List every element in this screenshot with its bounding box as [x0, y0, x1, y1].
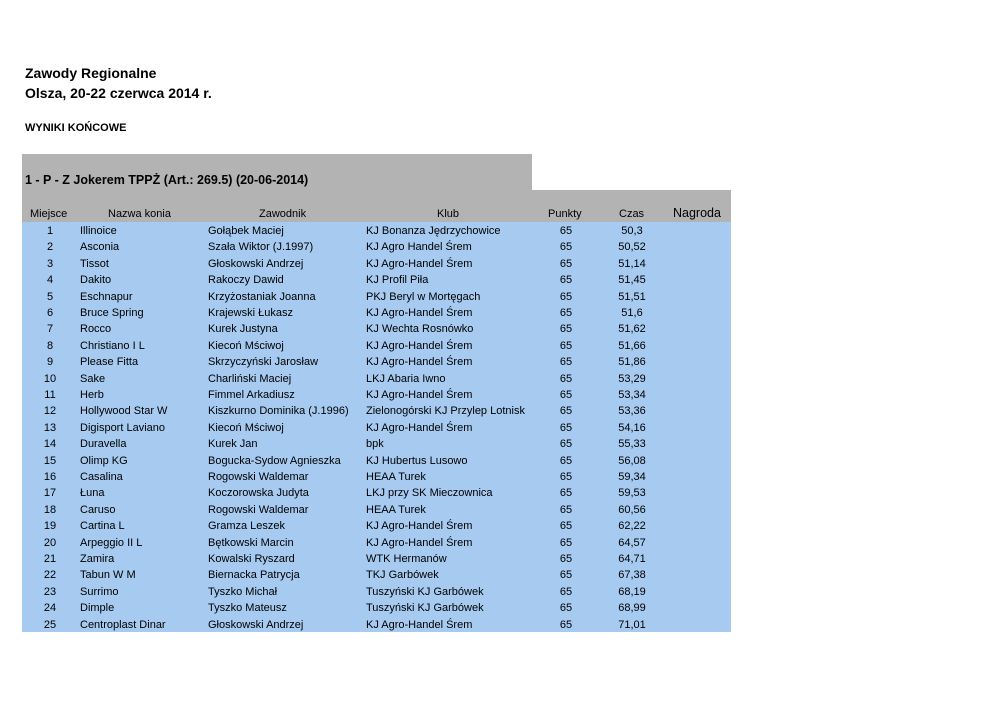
rider-name-cell: Bętkowski Marcin — [208, 536, 294, 549]
horse-name-cell: Centroplast Dinar — [80, 618, 166, 631]
table-row — [22, 469, 731, 485]
club-cell: KJ Agro-Handel Śrem — [366, 536, 473, 549]
club-cell: KJ Agro-Handel Śrem — [366, 356, 473, 369]
time-cell: 51,6 — [621, 307, 643, 319]
horse-name-cell: Hollywood Star W — [80, 405, 168, 418]
time-cell: 51,62 — [618, 323, 646, 336]
table-row — [22, 420, 731, 436]
points-cell: 65 — [559, 372, 573, 385]
place-cell: 1 — [46, 225, 54, 237]
horse-name-cell: Sake — [80, 372, 106, 385]
place-cell: 23 — [43, 585, 57, 598]
rider-name-cell: Krajewski Łukasz — [208, 307, 293, 319]
place-cell: 19 — [43, 520, 57, 533]
time-cell: 53,34 — [618, 389, 646, 401]
club-cell: LKJ Abaria Iwno — [366, 372, 446, 385]
col-header-club: Klub — [437, 208, 460, 220]
table-row — [22, 584, 731, 600]
points-cell: 65 — [559, 274, 573, 287]
points-cell: 65 — [559, 553, 573, 565]
points-cell: 65 — [559, 585, 573, 598]
horse-name-cell: Casalina — [80, 471, 123, 483]
points-cell: 65 — [559, 389, 573, 401]
rider-name-cell: Gołąbek Maciej — [208, 225, 284, 237]
rider-name-cell: Rogowski Waldemar — [208, 503, 309, 516]
table-row — [22, 338, 731, 354]
points-cell: 65 — [559, 257, 573, 270]
time-cell: 64,57 — [618, 536, 646, 549]
points-cell: 65 — [559, 307, 573, 319]
club-cell: Tuszyński KJ Garbówek — [366, 602, 484, 615]
table-row — [22, 403, 731, 419]
horse-name-cell: Tissot — [80, 257, 109, 270]
points-cell: 65 — [559, 323, 573, 336]
place-cell: 24 — [43, 602, 57, 615]
club-cell: LKJ przy SK Mieczownica — [366, 487, 493, 500]
place-cell: 20 — [43, 536, 57, 549]
points-cell: 65 — [559, 602, 573, 615]
time-cell: 50,3 — [621, 225, 643, 237]
col-header-horse: Nazwa konia — [108, 208, 171, 220]
horse-name-cell: Digisport Laviano — [80, 421, 165, 434]
club-cell: TKJ Garbówek — [366, 569, 439, 582]
time-cell: 51,66 — [618, 339, 646, 352]
page-title-line1: Zawody Regionalne — [25, 65, 157, 81]
points-cell: 65 — [559, 339, 573, 352]
place-cell: 2 — [46, 241, 54, 254]
horse-name-cell: Duravella — [80, 438, 127, 451]
club-cell: bpk — [366, 438, 384, 451]
club-cell: KJ Agro-Handel Śrem — [366, 421, 473, 434]
place-cell: 25 — [43, 618, 57, 631]
page-title-line2: Olsza, 20-22 czerwca 2014 r. — [25, 85, 212, 101]
rider-name-cell: Kiecoń Mściwoj — [208, 421, 284, 434]
rider-name-cell: Gramza Leszek — [208, 520, 286, 533]
place-cell: 21 — [43, 553, 57, 565]
results-subtitle: WYNIKI KOŃCOWE — [25, 122, 127, 134]
place-cell: 12 — [43, 405, 57, 418]
rider-name-cell: Skrzyczyński Jarosław — [208, 356, 319, 369]
rider-name-cell: Charliński Maciej — [208, 372, 292, 385]
event-title: 1 - P - Z Jokerem TPPŻ (Art.: 269.5) (20-06-2014) — [25, 173, 309, 187]
horse-name-cell: Surrimo — [80, 585, 119, 598]
table-row — [22, 518, 731, 534]
col-header-time: Czas — [619, 208, 645, 220]
horse-name-cell: Please Fitta — [80, 356, 139, 369]
club-cell: KJ Agro Handel Śrem — [366, 241, 472, 254]
place-cell: 6 — [46, 307, 54, 319]
club-cell: HEAA Turek — [366, 471, 426, 483]
place-cell: 14 — [43, 438, 57, 451]
club-cell: KJ Wechta Rosnówko — [366, 323, 474, 336]
time-cell: 50,52 — [618, 241, 646, 254]
table-row — [22, 436, 731, 452]
club-cell: HEAA Turek — [366, 503, 426, 516]
points-cell: 65 — [559, 405, 573, 418]
horse-name-cell: Herb — [80, 389, 104, 401]
time-cell: 67,38 — [618, 569, 646, 582]
place-cell: 10 — [43, 372, 57, 385]
points-cell: 65 — [559, 438, 573, 451]
club-cell: Tuszyński KJ Garbówek — [366, 585, 484, 598]
time-cell: 59,53 — [618, 487, 646, 500]
rider-name-cell: Tyszko Mateusz — [208, 602, 287, 615]
time-cell: 64,71 — [618, 553, 646, 565]
time-cell: 68,99 — [618, 602, 646, 615]
table-row — [22, 502, 731, 518]
club-cell: KJ Bonanza Jędrzychowice — [366, 225, 501, 237]
club-cell: KJ Agro-Handel Śrem — [366, 618, 473, 631]
event-header — [22, 154, 532, 192]
horse-name-cell: Eschnapur — [80, 290, 133, 303]
rider-name-cell: Koczorowska Judyta — [208, 487, 309, 500]
col-header-place: Miejsce — [30, 208, 68, 220]
time-cell: 60,56 — [618, 503, 646, 516]
club-cell: KJ Agro-Handel Śrem — [366, 257, 473, 270]
rider-name-cell: Kurek Jan — [208, 438, 258, 451]
table-row — [22, 305, 731, 321]
rider-name-cell: Krzyżostaniak Joanna — [208, 290, 316, 303]
rider-name-cell: Fimmel Arkadiusz — [208, 389, 295, 401]
place-cell: 3 — [46, 257, 54, 270]
points-cell: 65 — [559, 471, 573, 483]
time-cell: 51,51 — [618, 290, 646, 303]
rider-name-cell: Szała Wiktor (J.1997) — [208, 241, 314, 254]
table-row — [22, 289, 731, 305]
rider-name-cell: Głoskowski Andrzej — [208, 257, 304, 270]
points-cell: 65 — [559, 487, 573, 500]
time-cell: 59,34 — [618, 471, 646, 483]
place-cell: 16 — [43, 471, 57, 483]
col-header-rider: Zawodnik — [259, 208, 307, 220]
club-cell: KJ Agro-Handel Śrem — [366, 389, 473, 401]
col-header-prize: Nagroda — [673, 206, 721, 220]
horse-name-cell: Asconia — [80, 241, 120, 254]
table-row — [22, 354, 731, 370]
place-cell: 22 — [43, 569, 57, 582]
points-cell: 65 — [559, 225, 573, 237]
rider-name-cell: Kurek Justyna — [208, 323, 278, 336]
time-cell: 71,01 — [618, 618, 646, 631]
time-cell: 53,36 — [618, 405, 646, 418]
points-cell: 65 — [559, 536, 573, 549]
time-cell: 51,86 — [618, 356, 646, 369]
time-cell: 68,19 — [618, 585, 646, 598]
horse-name-cell: Christiano I L — [80, 339, 145, 352]
club-cell: KJ Agro-Handel Śrem — [366, 307, 473, 319]
table-row — [22, 371, 731, 387]
club-cell: KJ Agro-Handel Śrem — [366, 520, 473, 533]
table-row — [22, 567, 731, 583]
points-cell: 65 — [559, 241, 573, 254]
points-cell: 65 — [559, 454, 573, 467]
rider-name-cell: Głoskowski Andrzej — [208, 618, 304, 631]
time-cell: 55,33 — [618, 438, 646, 451]
rider-name-cell: Tyszko Michał — [208, 585, 278, 598]
horse-name-cell: Cartina L — [80, 520, 125, 533]
horse-name-cell: Łuna — [80, 487, 105, 500]
horse-name-cell: Tabun W M — [80, 569, 136, 582]
place-cell: 7 — [46, 323, 54, 336]
time-cell: 54,16 — [618, 421, 646, 434]
rider-name-cell: Bogucka-Sydow Agnieszka — [208, 454, 341, 467]
horse-name-cell: Rocco — [80, 323, 112, 336]
points-cell: 65 — [559, 569, 573, 582]
rider-name-cell: Kiszkurno Dominika (J.1996) — [208, 405, 349, 418]
table-row — [22, 617, 731, 633]
table-row — [22, 535, 731, 551]
table-row — [22, 256, 731, 272]
time-cell: 51,14 — [618, 257, 646, 270]
club-cell: KJ Agro-Handel Śrem — [366, 339, 473, 352]
place-cell: 11 — [44, 389, 56, 401]
rider-name-cell: Rogowski Waldemar — [208, 471, 309, 483]
horse-name-cell: Illinoice — [80, 225, 117, 237]
points-cell: 65 — [559, 421, 573, 434]
col-header-points: Punkty — [548, 208, 582, 220]
table-row — [22, 485, 731, 501]
table-row — [22, 272, 731, 288]
table-row — [22, 453, 731, 469]
club-cell: WTK Hermanów — [366, 553, 447, 565]
time-cell: 56,08 — [618, 454, 646, 467]
horse-name-cell: Olimp KG — [80, 454, 128, 467]
horse-name-cell: Dimple — [80, 602, 115, 615]
table-row — [22, 321, 731, 337]
place-cell: 18 — [43, 503, 57, 516]
table-row — [22, 600, 731, 616]
horse-name-cell: Dakito — [80, 274, 112, 287]
rider-name-cell: Kowalski Ryszard — [208, 553, 295, 565]
place-cell: 9 — [46, 356, 54, 369]
table-row — [22, 551, 731, 567]
points-cell: 65 — [559, 503, 573, 516]
horse-name-cell: Bruce Spring — [80, 307, 144, 319]
place-cell: 13 — [43, 421, 57, 434]
club-cell: Zielonogórski KJ Przylep Lotnisk — [366, 405, 525, 418]
rider-name-cell: Rakoczy Dawid — [208, 274, 284, 287]
time-cell: 53,29 — [618, 372, 646, 385]
rider-name-cell: Kiecoń Mściwoj — [208, 339, 284, 352]
table-row — [22, 239, 731, 255]
time-cell: 51,45 — [618, 274, 646, 287]
place-cell: 5 — [46, 290, 54, 303]
place-cell: 15 — [43, 454, 57, 467]
place-cell: 17 — [43, 487, 57, 500]
club-cell: KJ Profil Piła — [366, 274, 429, 287]
horse-name-cell: Arpeggio II L — [80, 536, 143, 549]
place-cell: 4 — [46, 274, 54, 287]
rider-name-cell: Biernacka Patrycja — [208, 569, 300, 582]
points-cell: 65 — [559, 290, 573, 303]
horse-name-cell: Caruso — [80, 503, 116, 516]
horse-name-cell: Zamira — [80, 553, 115, 565]
place-cell: 8 — [46, 339, 54, 352]
club-cell: PKJ Beryl w Mortęgach — [366, 290, 481, 303]
table-row — [22, 387, 731, 403]
points-cell: 65 — [559, 520, 573, 533]
time-cell: 62,22 — [618, 520, 646, 533]
club-cell: KJ Hubertus Lusowo — [366, 454, 468, 467]
points-cell: 65 — [559, 618, 573, 631]
points-cell: 65 — [559, 356, 573, 369]
table-row — [22, 223, 731, 239]
